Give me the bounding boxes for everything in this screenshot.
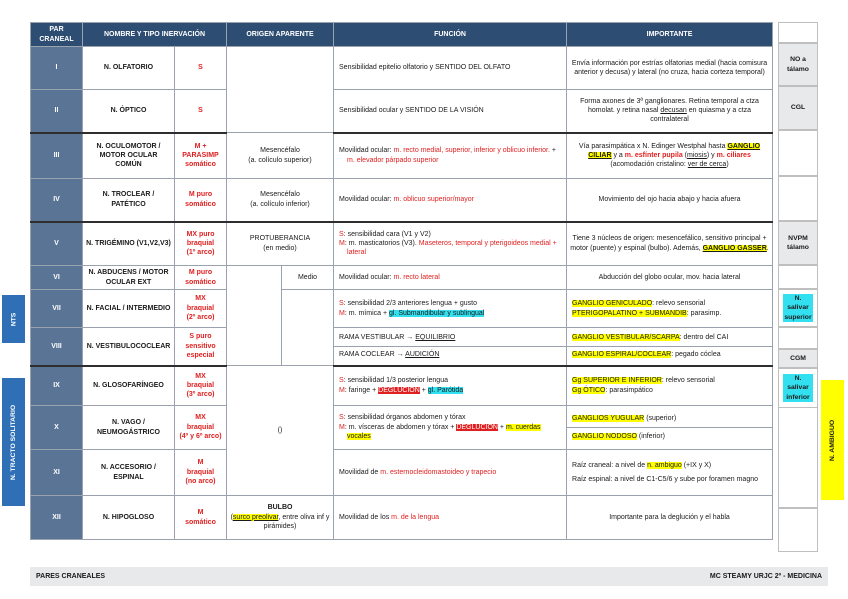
side-blank [778,327,818,349]
nerve-type: M puro somático [175,179,227,222]
nerve-name: N. TRIGÉMINO (V1,V2,V3) [83,222,175,266]
par-number: III [31,133,83,179]
par-number: VII [31,290,83,328]
table-row [31,328,773,366]
nerve-name: N. ABDUCENS / MOTOR OCULAR EXT [83,266,175,290]
origin-cell: PROTUBERANCIA (en medio) [227,222,334,266]
important-cell: Tiene 3 núcleos de origen: mesencefálico, sensitivo principal + motor (puente) y espinal (bulbo). Además, GANGLIO GASSER. [567,222,773,266]
nerve-name: N. OLFATORIO [83,47,175,90]
par-number: V [31,222,83,266]
nerve-name: N. VESTIBULOCOCLEAR [83,328,175,366]
cranial-nerves-table [30,22,773,540]
important-cell: GANGLIO GENICULADO: relevo sensorial PTERIGOPALATINO + SUBMANDIB: parasimp. [567,290,773,328]
footer-author: MC STEAMY URJC 2º - MEDICINA [709,573,822,580]
function-cell: Movilidad de m. esternocleidomastoideo y trapecio [334,450,567,496]
footer-title: PARES CRANEALES [36,573,106,580]
origin-telencefalo [227,47,334,133]
nerve-name: N. OCULOMOTOR / MOTOR OCULAR COMÚN [83,133,175,179]
par-number: VIII [31,328,83,366]
function-cell: Movilidad ocular: m. recto medial, superior, inferior y oblicuo inferior. + m. elevador párpado superior [334,133,567,179]
important-cell: Movimiento del ojo hacia abajo y hacia afuera [567,179,773,222]
nerve-type: MX puro braquial (1º arco) [175,222,227,266]
nerve-type: M braquial (no arco) [175,450,227,496]
par-number: XI [31,450,83,496]
nerve-type: S [175,90,227,133]
side-salivar-superior-cell: N. salivar superior [778,289,818,327]
origin-medio: Medio [282,266,334,290]
function-cell: S: sensibilidad 1/3 posterior lengua M: faringe + DEGLUCIÓN + gl. Parótida [334,366,567,406]
par-number: I [31,47,83,90]
function-cell: S: sensibilidad órganos abdomen y tórax M: m. vísceras de abdomen y tórax + DEGLUCIÓN + m. cuerdas vocales [334,406,567,450]
nerve-name: N. ÓPTICO [83,90,175,133]
side-salivar-inferior-cell: N. salivar inferior [778,368,818,408]
important-cell: Abducción del globo ocular, mov. hacia lateral [567,266,773,290]
table-row [31,406,773,450]
side-no-talamo: NO a tálamo [778,43,818,86]
table-row [31,266,773,290]
side-header-blank [778,22,818,43]
function-cell: Movilidad ocular: m. oblicuo superior/mayor [334,179,567,222]
nerve-name: N. ACCESORIO / ESPINAL [83,450,175,496]
origin-surco-bulboprotuberancial [227,266,282,366]
par-number: XII [31,496,83,540]
important-cell: GANGLIOS YUGULAR (superior) GANGLIO NODOSO (inferior) [567,406,773,450]
nerve-name: N. HIPOGLOSO [83,496,175,540]
side-blank [778,508,818,552]
important-cell: Gg SUPERIOR E INFERIOR: relevo sensorial Gg ÓTICO: parasimpático [567,366,773,406]
important-cell: Raíz craneal: a nivel de n. ambiguo (+IX y X) Raíz espinal: a nivel de C1-C5/6 y sube por foramen magno [567,450,773,496]
nerve-type: MX braquial (3º arco) [175,366,227,406]
function-cell: S: sensibilidad 2/3 anteriores lengua + gusto M: m. mímica + gl. Submandibular y sublingual [334,290,567,328]
table-row [31,290,773,328]
nerve-type: M + PARASIMP somático [175,133,227,179]
table-row [31,133,773,179]
function-cell: Movilidad ocular: m. recto lateral [334,266,567,290]
table-row [31,366,773,406]
table-row [31,496,773,540]
important-cell: Envía información por estrías olfatorias medial (hacia comisura anterior y decusa) y lateral (no cruza, hacia corteza temporal) [567,47,773,90]
nerve-name: N. TROCLEAR / PATÉTICO [83,179,175,222]
label-tracto-solitario: N. TRACTO SOLITARIO [2,378,25,506]
nerve-type: MX braquial (2º arco) [175,290,227,328]
origin-cell: BULBO (surco preolivar, entre oliva inf y pirámides) [227,496,334,540]
origin-angulo-pontocerebeloso [282,290,334,366]
par-number: IX [31,366,83,406]
nerve-name: N. VAGO / NEUMOGÁSTRICO [83,406,175,450]
important-cell: Importante para la deglución y el habla [567,496,773,540]
par-number: VI [31,266,83,290]
nerve-type: M puro somático [175,266,227,290]
label-nts: NTS [2,295,25,343]
header-par: PAR CRANEAL [31,23,83,47]
side-blank [778,130,818,176]
nerve-name: N. GLOSOFARÍNGEO [83,366,175,406]
function-cell: Sensibilidad ocular y SENTIDO DE LA VISIÓN [334,90,567,133]
nerve-name: N. FACIAL / INTERMEDIO [83,290,175,328]
header-importante: IMPORTANTE [567,23,773,47]
label-ambiguo: N. AMBIGUO [821,380,844,500]
header-origen: ORIGEN APARENTE [227,23,334,47]
origin-cell: Mesencéfalo (a. colículo inferior) [227,179,334,222]
nerve-type: S [175,47,227,90]
important-cell: GANGLIO VESTIBULAR/SCARPA: dentro del CAI GANGLIO ESPIRAL/COCLEAR: pegado cóclea [567,328,773,366]
side-cgm: CGM [778,349,818,368]
par-number: II [31,90,83,133]
nerve-type: M somático [175,496,227,540]
side-nvpm: NVPM tálamo [778,221,818,265]
function-cell: RAMA VESTIBULAR → EQUILIBRIO RAMA COCLEAR → AUDICIÓN [334,328,567,366]
function-cell: Sensibilidad epitelio olfatorio y SENTIDO DEL OLFATO [334,47,567,90]
side-cgl: CGL [778,86,818,130]
side-blank [778,265,818,289]
function-cell: Movilidad de los m. de la lengua [334,496,567,540]
origin-cell: Mesencéfalo (a. colículo superior) [227,133,334,179]
header-funcion: FUNCIÓN [334,23,567,47]
table-row [31,222,773,266]
table-row [31,47,773,90]
important-cell: Forma axones de 3ª ganglionares. Retina temporal a ctza homolat. y retina nasal decusan en quiasma y a ctza contralateral [567,90,773,133]
side-blank [778,408,818,508]
important-cell: Vía parasimpática x N. Edinger Westphal hasta GANGLIO CILIAR y a m. esfínter pupila (miosis) y m. ciliares (acomodación cristalino: ver de cerca) [567,133,773,179]
header-nombre: NOMBRE Y TIPO INERVACIÓN [83,23,227,47]
footer-bar [30,567,828,586]
nerve-type: S puro sensitivo especial [175,328,227,366]
table-row [31,90,773,133]
nerve-type: MX braquial (4º y 6º arco) [175,406,227,450]
table-row [31,179,773,222]
side-blank [778,176,818,221]
function-cell: S: sensibilidad cara (V1 y V2) M: m. masticatorios (V3). Maseteros, temporal y pterigoideos medial + lateral [334,222,567,266]
par-number: IV [31,179,83,222]
table-row [31,450,773,496]
par-number: X [31,406,83,450]
origin-bulbo: () [227,366,334,496]
